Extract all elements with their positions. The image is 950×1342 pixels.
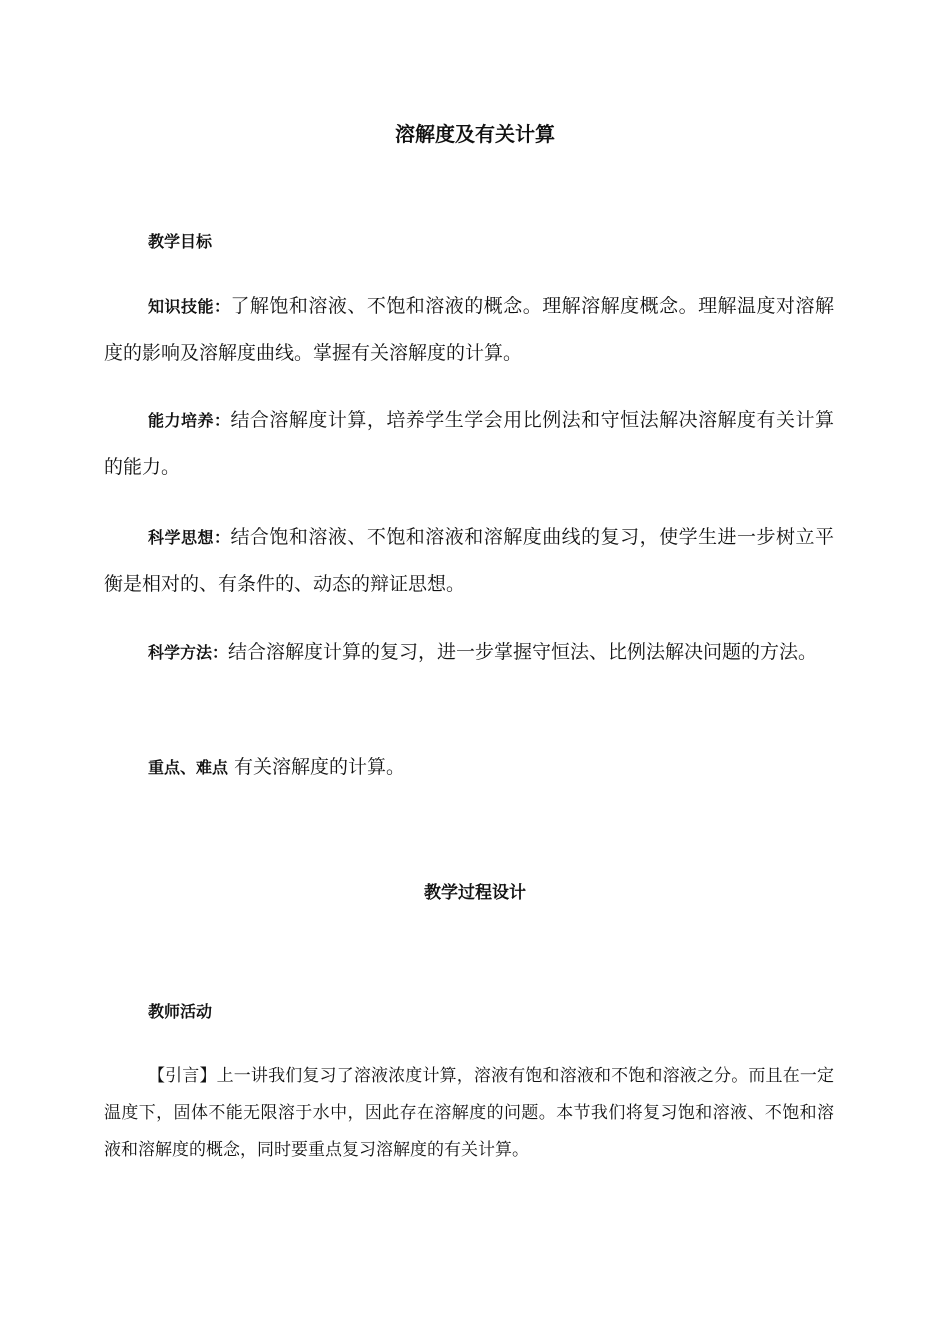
process-title: 教学过程设计	[424, 883, 526, 903]
goal-science-thought	[104, 514, 834, 608]
goal-label: 重点、难点	[148, 758, 229, 777]
intro-paragraph: 【引言】上一讲我们复习了溶液浓度计算，溶液有饱和溶液和不饱和溶液之分。而且在一定温度下，固体不能无限溶于水中，因此存在溶解度的问题。本节我们将复习饱和溶液、不饱和溶液和溶解度的概念，同时要重点复习溶解度的有关计算。	[104, 1066, 834, 1160]
goal-label: 知识技能：	[148, 297, 231, 316]
goal-text: 结合溶解度计算的复习，进一步掌握守恒法、比例法解决问题的方法。	[228, 641, 818, 663]
document-title: 溶解度及有关计算	[395, 122, 555, 146]
goal-label: 科学方法：	[148, 643, 229, 662]
goal-label: 科学思想：	[148, 528, 231, 547]
goal-science-method	[104, 629, 834, 676]
goals-heading: 教学目标	[148, 232, 213, 251]
goal-knowledge-skills	[104, 283, 834, 377]
goal-key-points	[104, 744, 834, 791]
goal-text: 结合饱和溶液、不饱和溶液和溶解度曲线的复习，使学生进一步树立平衡是相对的、有条件的、动态的辩证思想。	[104, 526, 834, 595]
goal-text: 有关溶解度的计算。	[228, 756, 406, 778]
goal-label: 能力培养：	[148, 411, 231, 430]
goal-text: 了解饱和溶液、不饱和溶液的概念。理解溶解度概念。理解温度对溶解度的影响及溶解度曲线。掌握有关溶解度的计算。	[104, 295, 834, 364]
teacher-heading: 教师活动	[148, 1002, 213, 1021]
goal-ability	[104, 397, 834, 491]
goal-text: 结合溶解度计算，培养学生学会用比例法和守恒法解决溶解度有关计算的能力。	[104, 409, 834, 478]
